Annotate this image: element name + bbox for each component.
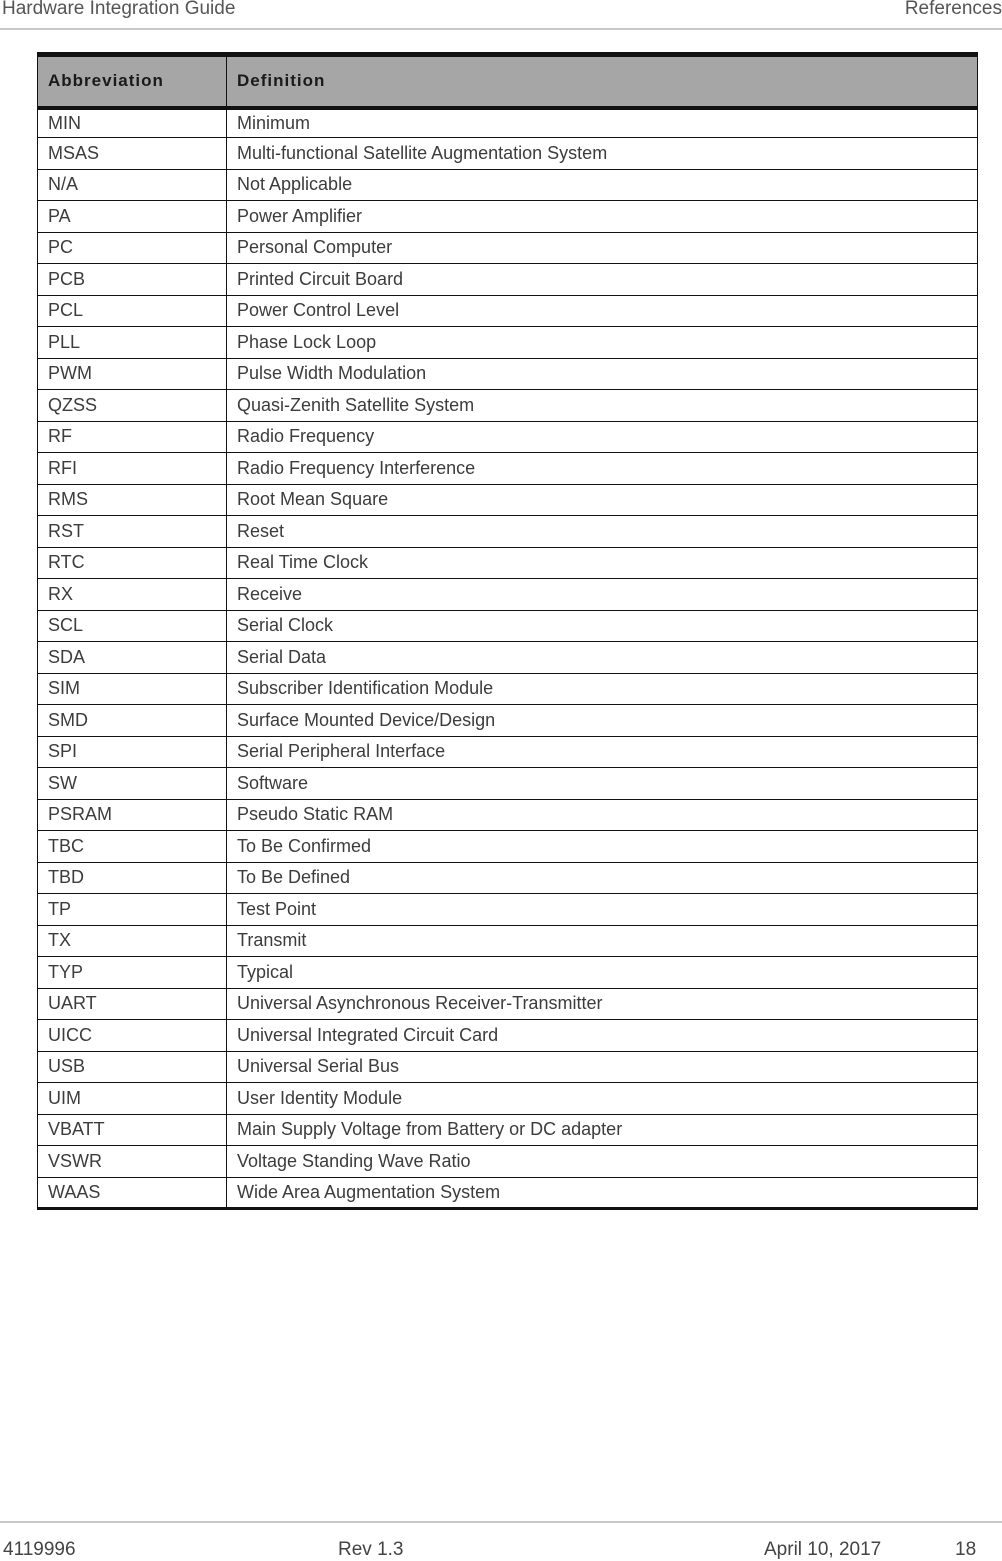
table-row <box>38 799 978 831</box>
definition-cell: Pseudo Static RAM <box>227 799 978 831</box>
table-row <box>38 264 978 296</box>
abbreviation-cell: N/A <box>38 169 227 201</box>
definition-cell: Serial Data <box>227 642 978 674</box>
abbreviations-table <box>37 52 978 1210</box>
definition-cell: Universal Integrated Circuit Card <box>227 1020 978 1052</box>
definition-cell: Transmit <box>227 925 978 957</box>
abbreviation-cell: PC <box>38 232 227 264</box>
abbreviation-cell: PLL <box>38 327 227 359</box>
definition-cell: Printed Circuit Board <box>227 264 978 296</box>
definition-cell: Voltage Standing Wave Ratio <box>227 1146 978 1178</box>
definition-cell: Personal Computer <box>227 232 978 264</box>
page-number: 18 <box>955 1539 977 1560</box>
table-row <box>38 232 978 264</box>
abbreviation-cell: SW <box>38 768 227 800</box>
table-row <box>38 1083 978 1115</box>
abbreviations-table-container <box>37 52 977 1210</box>
table-row <box>38 421 978 453</box>
definition-cell: Surface Mounted Device/Design <box>227 705 978 737</box>
definition-cell: Main Supply Voltage from Battery or DC adapter <box>227 1114 978 1146</box>
table-row <box>38 327 978 359</box>
definition-cell: Phase Lock Loop <box>227 327 978 359</box>
abbreviation-cell: TBD <box>38 862 227 894</box>
definition-cell: Serial Peripheral Interface <box>227 736 978 768</box>
definition-cell: Universal Serial Bus <box>227 1051 978 1083</box>
table-row <box>38 169 978 201</box>
table-row <box>38 610 978 642</box>
definition-cell: Universal Asynchronous Receiver-Transmitter <box>227 988 978 1020</box>
table-row <box>38 390 978 422</box>
abbreviation-cell: UART <box>38 988 227 1020</box>
definition-cell: Wide Area Augmentation System <box>227 1177 978 1209</box>
table-row <box>38 108 978 138</box>
abbreviation-cell: RFI <box>38 453 227 485</box>
abbreviation-cell: RTC <box>38 547 227 579</box>
definition-cell: Root Mean Square <box>227 484 978 516</box>
definition-cell: Test Point <box>227 894 978 926</box>
definition-cell: Typical <box>227 957 978 989</box>
table-row <box>38 201 978 233</box>
abbreviation-cell: PSRAM <box>38 799 227 831</box>
table-row <box>38 516 978 548</box>
table-row <box>38 768 978 800</box>
definition-cell: User Identity Module <box>227 1083 978 1115</box>
table-row <box>38 705 978 737</box>
page-header <box>0 0 1002 30</box>
definition-cell: To Be Defined <box>227 862 978 894</box>
abbreviation-cell: RX <box>38 579 227 611</box>
abbreviation-cell: TBC <box>38 831 227 863</box>
definition-cell: Minimum <box>227 108 978 138</box>
definition-cell: Power Amplifier <box>227 201 978 233</box>
abbreviation-cell: TX <box>38 925 227 957</box>
table-row <box>38 925 978 957</box>
document-title: Hardware Integration Guide <box>2 0 236 19</box>
abbreviation-cell: RST <box>38 516 227 548</box>
abbreviation-cell: USB <box>38 1051 227 1083</box>
abbreviation-cell: SDA <box>38 642 227 674</box>
table-row <box>38 894 978 926</box>
abbreviation-cell: SCL <box>38 610 227 642</box>
table-row <box>38 295 978 327</box>
abbreviation-cell: PWM <box>38 358 227 390</box>
definition-cell: Radio Frequency Interference <box>227 453 978 485</box>
abbreviation-cell: UIM <box>38 1083 227 1115</box>
abbreviation-cell: VBATT <box>38 1114 227 1146</box>
abbreviation-cell: VSWR <box>38 1146 227 1178</box>
table-row <box>38 862 978 894</box>
abbreviation-cell: SMD <box>38 705 227 737</box>
abbreviation-cell: QZSS <box>38 390 227 422</box>
abbreviation-cell: MIN <box>38 108 227 138</box>
table-row <box>38 547 978 579</box>
revision: Rev 1.3 <box>338 1539 404 1560</box>
table-row <box>38 1114 978 1146</box>
table-row <box>38 358 978 390</box>
abbreviation-cell: MSAS <box>38 138 227 170</box>
definition-cell: Quasi-Zenith Satellite System <box>227 390 978 422</box>
table-row <box>38 1177 978 1209</box>
definition-cell: Power Control Level <box>227 295 978 327</box>
definition-cell: Real Time Clock <box>227 547 978 579</box>
abbreviation-cell: SPI <box>38 736 227 768</box>
definition-cell: Not Applicable <box>227 169 978 201</box>
table-row <box>38 736 978 768</box>
definition-cell: Software <box>227 768 978 800</box>
abbreviation-cell: TYP <box>38 957 227 989</box>
table-row <box>38 138 978 170</box>
table-row <box>38 579 978 611</box>
table-row <box>38 988 978 1020</box>
column-header-abbreviation: Abbreviation <box>38 55 227 108</box>
definition-cell: Pulse Width Modulation <box>227 358 978 390</box>
abbreviation-cell: RMS <box>38 484 227 516</box>
abbreviation-cell: TP <box>38 894 227 926</box>
definition-cell: Subscriber Identification Module <box>227 673 978 705</box>
table-body <box>38 108 978 1209</box>
table-row <box>38 1020 978 1052</box>
section-title: References <box>904 0 1002 19</box>
table-row <box>38 1146 978 1178</box>
document-number: 4119996 <box>3 1539 76 1560</box>
abbreviation-cell: UICC <box>38 1020 227 1052</box>
abbreviation-cell: PCL <box>38 295 227 327</box>
table-header-row <box>38 55 978 108</box>
table-row <box>38 831 978 863</box>
table-row <box>38 1051 978 1083</box>
table-row <box>38 673 978 705</box>
definition-cell: Radio Frequency <box>227 421 978 453</box>
abbreviation-cell: PA <box>38 201 227 233</box>
definition-cell: Serial Clock <box>227 610 978 642</box>
publish-date: April 10, 2017 <box>764 1539 882 1560</box>
abbreviation-cell: RF <box>38 421 227 453</box>
table-row <box>38 453 978 485</box>
column-header-definition: Definition <box>227 55 978 108</box>
abbreviation-cell: PCB <box>38 264 227 296</box>
table-row <box>38 957 978 989</box>
table-row <box>38 642 978 674</box>
definition-cell: To Be Confirmed <box>227 831 978 863</box>
table-row <box>38 484 978 516</box>
definition-cell: Multi-functional Satellite Augmentation System <box>227 138 978 170</box>
abbreviation-cell: SIM <box>38 673 227 705</box>
page-footer <box>0 1521 1002 1561</box>
definition-cell: Receive <box>227 579 978 611</box>
definition-cell: Reset <box>227 516 978 548</box>
abbreviation-cell: WAAS <box>38 1177 227 1209</box>
